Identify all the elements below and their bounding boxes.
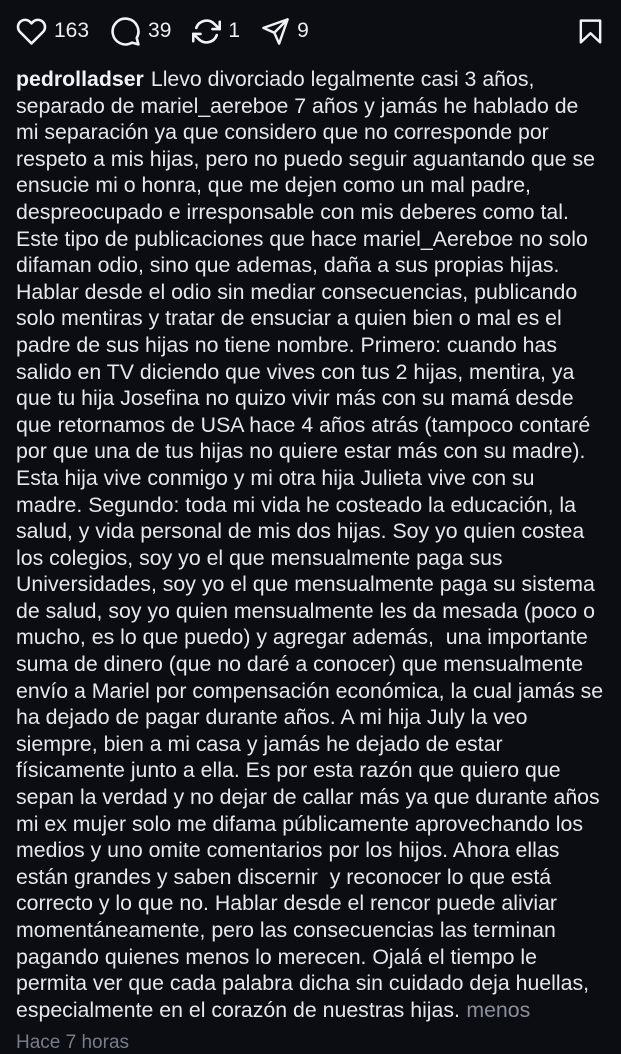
bookmark-icon [576,17,605,46]
comment-button[interactable] [110,16,141,47]
username-link[interactable]: pedrolladser [16,67,144,91]
like-button[interactable] [16,16,47,47]
heart-icon [16,16,47,47]
share-button[interactable] [261,17,290,46]
send-icon [261,17,290,46]
share-count[interactable]: 9 [297,19,309,42]
caption [16,66,610,1023]
like-action [16,16,89,47]
save-button[interactable] [576,17,605,46]
repost-button[interactable] [192,17,221,46]
like-count[interactable]: 163 [54,19,90,42]
comment-count[interactable]: 39 [148,19,172,42]
repost-icon [192,17,221,46]
less-link[interactable]: menos [466,997,531,1022]
comment-bubble-icon [110,16,141,47]
repost-action [192,17,240,46]
comment-action [110,16,171,47]
timestamp: Hace 7 horas [16,1032,130,1054]
caption-text: Llevo divorciado legalmente casi 3 años, separado de mariel_aereboe 7 años y jamás he hablado de mi separación ya que considero que no corresponde por respeto a mis hijas, pero no puedo seguir aguantando que se ensucie mi o honra, que me dejen como un mal padre, despreocupado e irresponsable con mis deberes como tal. Este tipo de publicaciones que hace mariel_Aereboe no solo difaman odio, sino que ademas, daña a sus propias hijas. Hablar desde el odio sin mediar consecuencias, publicando solo mentiras y tratar de ensuciar a quien bien o mal es el padre de sus hijas no tiene nombre. Primero: cuando has salido en TV diciendo que vives con tus 2 hijas, mentira, ya que tu hija Josefina no quizo vivir más con su mamá desde que retornamos de USA hace 4 años atrás (tampoco contaré por que una de tus hijas no quiere estar más con su madre). Esta hija vive conmigo y mi otra hija Julieta vive con su madre. Segundo: toda mi vida he costeado la educación, la salud, y vida personal de mis dos hijas. Soy yo quien costea los colegios, soy yo el que mensualmente paga sus Universidades, soy yo el que mensualmente paga su sistema de salud, soy yo quien mensualmente les da mesada (poco o mucho, es lo que puedo) y agregar además, una importante suma de dinero (que no daré a conocer) que mensualmente envío a Mariel por compensación económica, la cual jamás se ha dejado de pagar durante años. A mi hija July la veo siempre, bien a mi casa y jamás he dejado de estar físicamente junto a ella. Es por esta razón que quiero que sepan la verdad y no dejar de callar más ya que durante años mi ex mujer solo me difama públicamente aprovechando los medios y uno omite comentarios por los hijos. Ahora ellas están grandes y saben discernir y reconocer lo que está correcto y lo que no. Hablar desde el rencor puede aliviar momentáneamente, pero las consecuencias las terminan pagando quienes menos lo merecen. Ojalá el tiempo le permita ver que cada palabra dicha sin cuidado deja huellas, especialmente en el corazón de nuestras hijas. [16,67,610,1022]
share-action [261,17,309,46]
action-bar-left [16,16,309,47]
action-bar [16,0,605,49]
repost-count[interactable]: 1 [228,19,241,42]
